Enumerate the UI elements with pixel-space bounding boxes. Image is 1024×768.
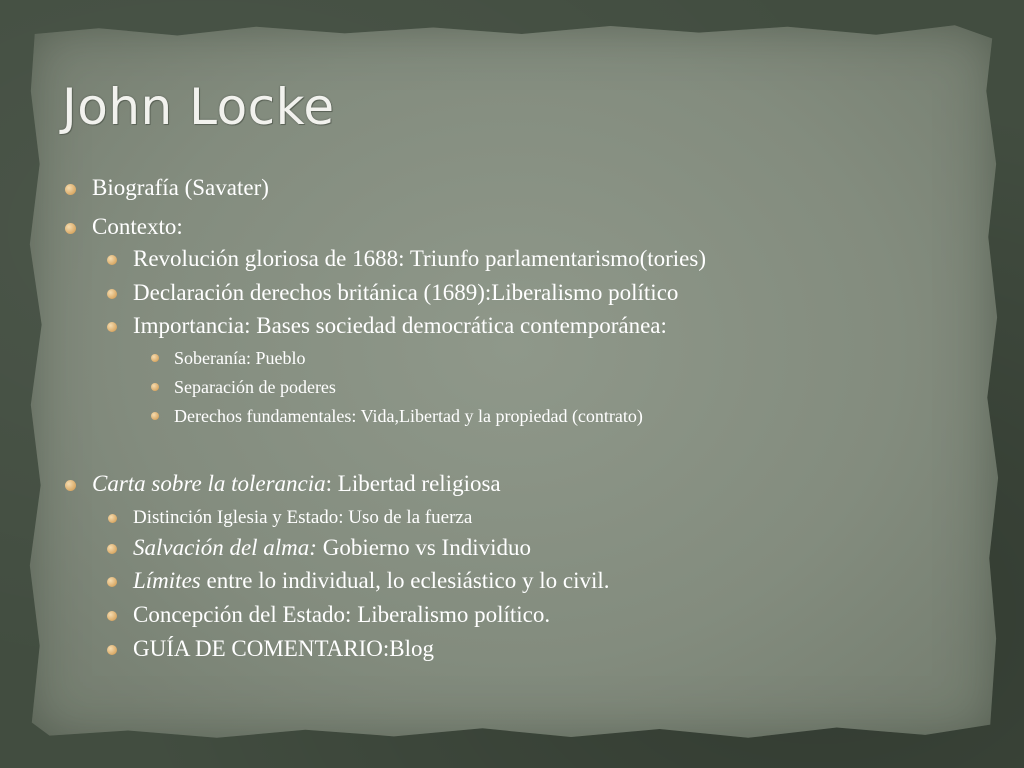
bullet-revolucion [133, 246, 706, 272]
bullet-limites [133, 568, 610, 594]
bullet-text: Revolución gloriosa de 1688: Triunfo parlamentarismo(tories) [133, 246, 706, 271]
bullet-biografia [92, 175, 269, 201]
bullet-dot-icon [107, 577, 117, 587]
bullet-text: Importancia: Bases sociedad democrática contemporánea: [133, 313, 667, 338]
bullet-dot-icon [151, 412, 159, 420]
bullet-dot-icon [151, 383, 159, 391]
bullet-dot-icon [65, 223, 76, 234]
bullet-carta [92, 471, 501, 497]
bullet-text: Concepción del Estado: Liberalismo político. [133, 602, 551, 627]
bullet-derechos [174, 406, 643, 427]
bullet-declaracion [133, 280, 678, 306]
bullet-text-italic: Salvación del alma: [133, 535, 317, 560]
bullet-dot-icon [107, 322, 117, 332]
bullet-text: Gobierno vs Individuo [316, 535, 531, 560]
bullet-dot-icon [107, 611, 117, 621]
slide-title: John Locke [62, 78, 335, 136]
bullet-dot-icon [65, 480, 76, 491]
bullet-dot-icon [151, 354, 159, 362]
bullet-text: Separación de poderes [174, 377, 336, 397]
bullet-dot-icon [108, 514, 117, 523]
bullet-text: Distinción Iglesia y Estado: Uso de la fuerza [133, 507, 473, 528]
bullet-soberania [174, 348, 305, 369]
bullet-text: entre lo individual, lo eclesiástico y lo civil. [200, 568, 610, 593]
bullet-separacion [174, 377, 336, 398]
bullet-text: : Libertad religiosa [325, 471, 501, 496]
bullet-dot-icon [107, 289, 117, 299]
bullet-dot-icon [107, 544, 117, 554]
bullet-contexto [92, 214, 183, 240]
bullet-text: Declaración derechos británica (1689):Liberalismo político [133, 280, 679, 305]
bullet-dot-icon [107, 645, 117, 655]
bullet-importancia [133, 313, 667, 339]
bullet-dot-icon [107, 255, 117, 265]
bullet-text-italic: Carta sobre la tolerancia [92, 471, 326, 496]
bullet-text-italic: Límites [133, 568, 201, 593]
bullet-text: Contexto: [92, 214, 183, 239]
bullet-concepcion [133, 602, 550, 628]
bullet-text: GUÍA DE COMENTARIO:Blog [133, 636, 434, 661]
bullet-text: Biografía (Savater) [92, 175, 269, 200]
bullet-dot-icon [65, 184, 76, 195]
bullet-text: Derechos fundamentales: Vida,Libertad y la propiedad (contrato) [174, 406, 643, 426]
bullet-guia[interactable] [133, 636, 434, 662]
bullet-distincion [133, 507, 472, 529]
bullet-text: Soberanía: Pueblo [174, 348, 306, 368]
bullet-salvacion [133, 535, 531, 561]
